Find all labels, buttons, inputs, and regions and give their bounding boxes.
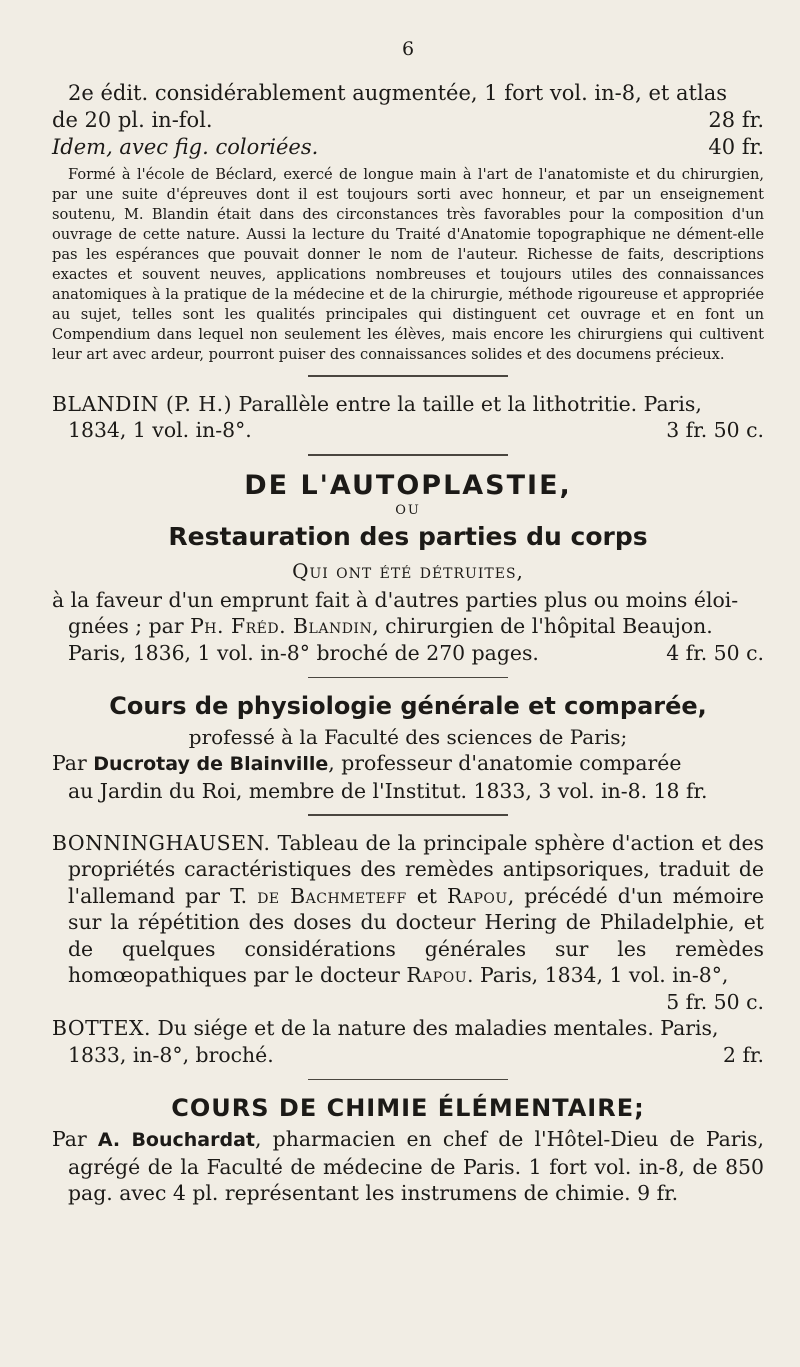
entry-author: A. Bouchardat xyxy=(97,1129,255,1151)
bonninghausen-entry xyxy=(52,830,764,1016)
body-line-1: à la faveur d'un emprunt fait à d'autres parties plus ou moins éloi- xyxy=(52,587,739,612)
review-text: Formé à l'école de Béclard, exercé de longue main à l'art de l'anatomiste et du chirurgien, par une suite d'épreuves dont il est toujours sorti avec honneur, et par un enseignement soutenu, M. Blandin était dans des circonstances très favorables pour la composition d'un ouvrage de cette nature. Aussi la lecture du Traité d'Anatomie topographique ne dément-elle pas les espérances que pouvait donner le nom de l'auteur. Richesse de faits, descriptions exactes et souvent neuves, applications nombreuses et toujours utiles des connaissances anatomiques à la pratique de la médecine et de la chirurgie, méthode rigoureuse et appropriée au sujet, telles sont les qualités principales qui distinguent cet ouvrage et en font un Compendium dans lequel non seulement les élèves, mais encore les chirurgiens qui cultivent leur art avec ardeur, pourront puiser des connaissances solides et des documens précieux. xyxy=(52,166,764,363)
body-line-2a: gnées ; par xyxy=(68,614,191,638)
entry-text: Tableau de la principale sphère d'action et des propriétés caractéristiques des remèdes antipsoriques, traduit de l'allemand par T. xyxy=(68,830,764,908)
body-line-3: Paris, 1836, 1 vol. in-8° broché de 270 pages. xyxy=(68,640,539,665)
translator-name: de Bachmeteff xyxy=(257,883,407,908)
divider xyxy=(308,677,508,679)
entry-author: Ducrotay de Blainville xyxy=(93,753,329,775)
section-heading: Cours de physiologie générale et comparée, xyxy=(109,692,707,720)
section-subheading-2: Qui ont été détruites, xyxy=(292,558,524,583)
idem-price: 40 fr. xyxy=(708,135,764,159)
entry-title: Parallèle entre la taille et la lithotritie. Paris, xyxy=(238,391,702,416)
atlas-price: 28 fr. xyxy=(708,108,764,132)
edition-line: 2e édit. considérablement augmentée, 1 fort vol. in-8, et atlas xyxy=(68,81,727,105)
entry-text: , pharmacien en chef de l'Hôtel-Dieu de Paris, agrégé de la Faculté de médecine de Paris. 1 fort vol. in-8, de 850 pag. avec 4 pl. représentant les instrumens de chimie. 9 fr. xyxy=(68,1127,764,1205)
entry-details: 1834, 1 vol. in-8°. xyxy=(68,418,252,442)
heading-ou: OU xyxy=(395,502,421,518)
section-heading: COURS DE CHIMIE ÉLÉMENTAIRE; xyxy=(171,1094,645,1122)
divider xyxy=(308,1079,508,1081)
idem-line: Idem, avec fig. coloriées. xyxy=(52,135,319,159)
entry-author: BONNINGHAUSEN. xyxy=(52,830,271,855)
doctor-name: Rapou xyxy=(406,963,467,987)
entry-text: et xyxy=(406,883,448,908)
entry-author: Ph. Fréd. Blandin xyxy=(190,614,373,638)
entry-price: 3 fr. 50 c. xyxy=(666,418,764,442)
par-label: Par xyxy=(52,751,94,775)
body-line-2b: , chirurgien de l'hôpital Beaujon. xyxy=(372,614,713,638)
course-line: professé à la Faculté des sciences de Paris; xyxy=(188,725,628,749)
physiologie-entry xyxy=(52,692,764,804)
translator-name: Rapou xyxy=(447,883,508,908)
section-heading: DE L'AUTOPLASTIE, xyxy=(244,469,572,501)
page-number: 6 xyxy=(401,38,415,60)
entry-price: 4 fr. 50 c. xyxy=(666,640,764,665)
blandin-entry xyxy=(52,391,764,445)
entry-details: 1833, in-8°, broché. xyxy=(68,1042,274,1067)
entry-price: 2 fr. xyxy=(723,1042,764,1067)
divider xyxy=(308,375,508,377)
top-entry xyxy=(52,80,764,365)
entry-details: au Jardin du Roi, membre de l'Institut. 1833, 3 vol. in-8. 18 fr. xyxy=(68,778,708,803)
bottex-entry xyxy=(52,1015,764,1069)
entry-price: 5 fr. 50 c. xyxy=(666,989,764,1014)
divider xyxy=(308,814,508,816)
entry-text: . Paris, 1834, 1 vol. in-8°, xyxy=(467,963,729,987)
section-subheading: Restauration des parties du corps xyxy=(168,521,648,551)
author-role: , professeur d'anatomie comparée xyxy=(328,751,682,775)
entry-author: BLANDIN (P. H.) xyxy=(52,391,233,416)
atlas-line: de 20 pl. in-fol. xyxy=(52,108,213,132)
autoplastie-entry xyxy=(52,470,764,667)
entry-author: BOTTEX. xyxy=(52,1016,152,1040)
divider xyxy=(308,454,508,456)
entry-text: , précédé d'un mémoire sur la répétition des doses du docteur Hering de Philadelphie, et de quelques considérations générales sur les remèdes homœopathiques par le docteur xyxy=(68,883,764,987)
chimie-entry xyxy=(52,1094,764,1207)
par-label: Par xyxy=(52,1127,98,1151)
entry-title: Du siége et de la nature des maladies mentales. Paris, xyxy=(151,1016,719,1040)
